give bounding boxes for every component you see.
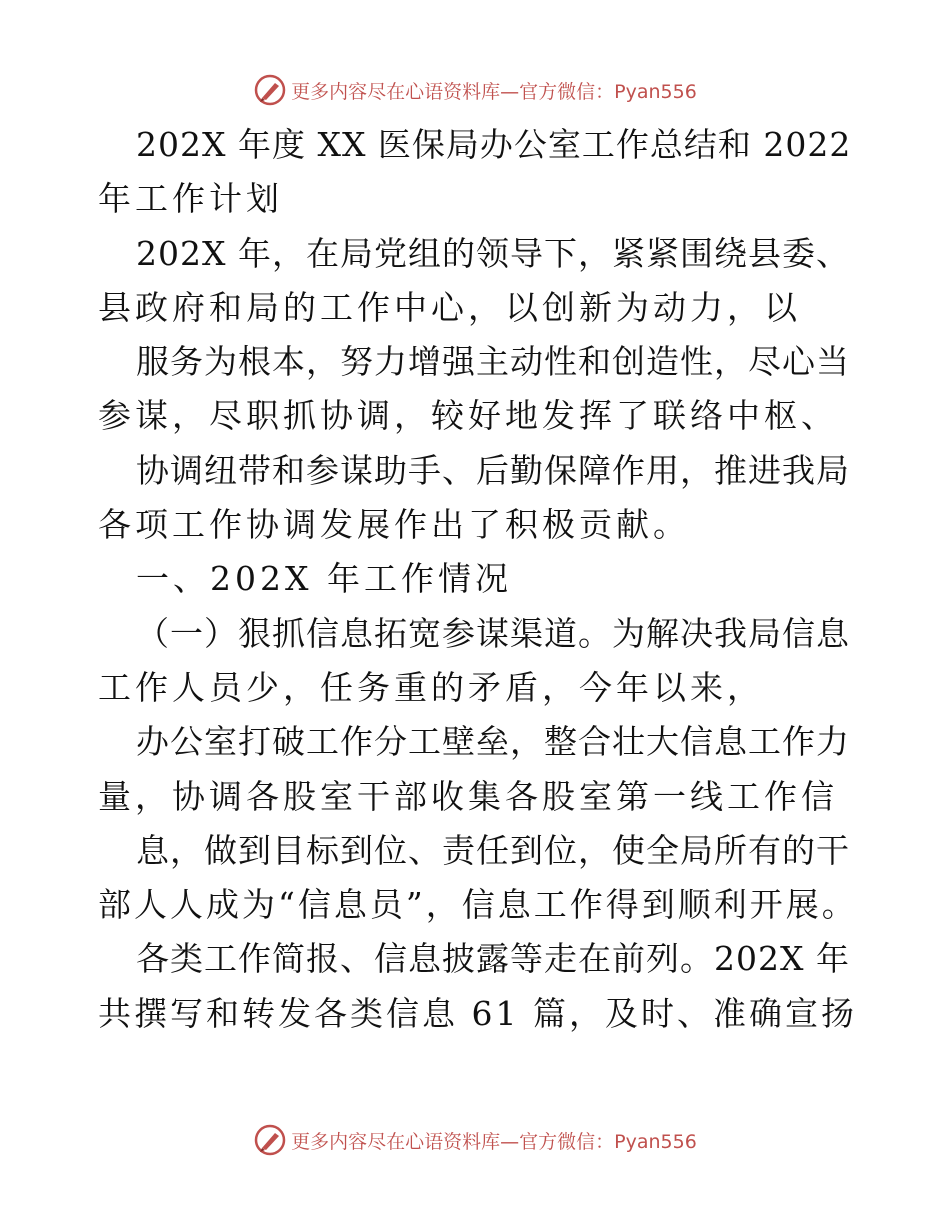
text-line: 办公室打破工作分工壁垒，整合壮大信息工作力 [136, 722, 850, 762]
text-line: 工作人员少，任务重的矛盾，今年以来， [98, 667, 764, 707]
pen-circle-logo-icon [253, 1123, 287, 1157]
text-line: 参谋，尽职抓协调，较好地发挥了联络中枢、 [98, 396, 838, 436]
text-line: 各类工作简报、信息披露等走在前列。202X 年 [136, 939, 850, 979]
footer-watermark [0, 1120, 950, 1160]
text-line: 协调纽带和参谋助手、后勤保障作用，推进我局 [136, 450, 850, 490]
document-body [98, 118, 858, 1041]
text-line: 部人人成为“信息员”，信息工作得到顺利开展。 [98, 885, 858, 925]
text-line: 量，协调各股室干部收集各股室第一线工作信 [98, 776, 838, 816]
text-line: 202X 年度 XX 医保局办公室工作总结和 2022 [136, 125, 852, 164]
text-line: 息，做到目标到位、责任到位，使全局所有的干 [136, 830, 850, 870]
watermark-text: 更多内容尽在心语资料库—官方微信：Pyan556 [291, 80, 697, 103]
text-line: 各项工作协调发展作出了积极贡献。 [98, 505, 690, 545]
text-line: 一、202X 年工作情况 [136, 559, 512, 599]
text-line: 202X 年，在局党组的领导下，紧紧围绕县委、 [136, 233, 850, 273]
pen-circle-logo-icon [253, 73, 287, 107]
text-line: 共撰写和转发各类信息 61 篇，及时、准确宣扬 [98, 993, 857, 1033]
watermark-text: 更多内容尽在心语资料库—官方微信：Pyan556 [291, 1130, 697, 1153]
text-line: （一）狠抓信息拓宽参谋渠道。为解决我局信息 [136, 613, 850, 653]
header-watermark [0, 70, 950, 110]
text-line: 服务为根本，努力增强主动性和创造性，尽心当 [136, 342, 850, 382]
text-line: 县政府和局的工作中心，以创新为动力，以 [98, 287, 801, 327]
text-line: 年工作计划 [98, 179, 283, 219]
